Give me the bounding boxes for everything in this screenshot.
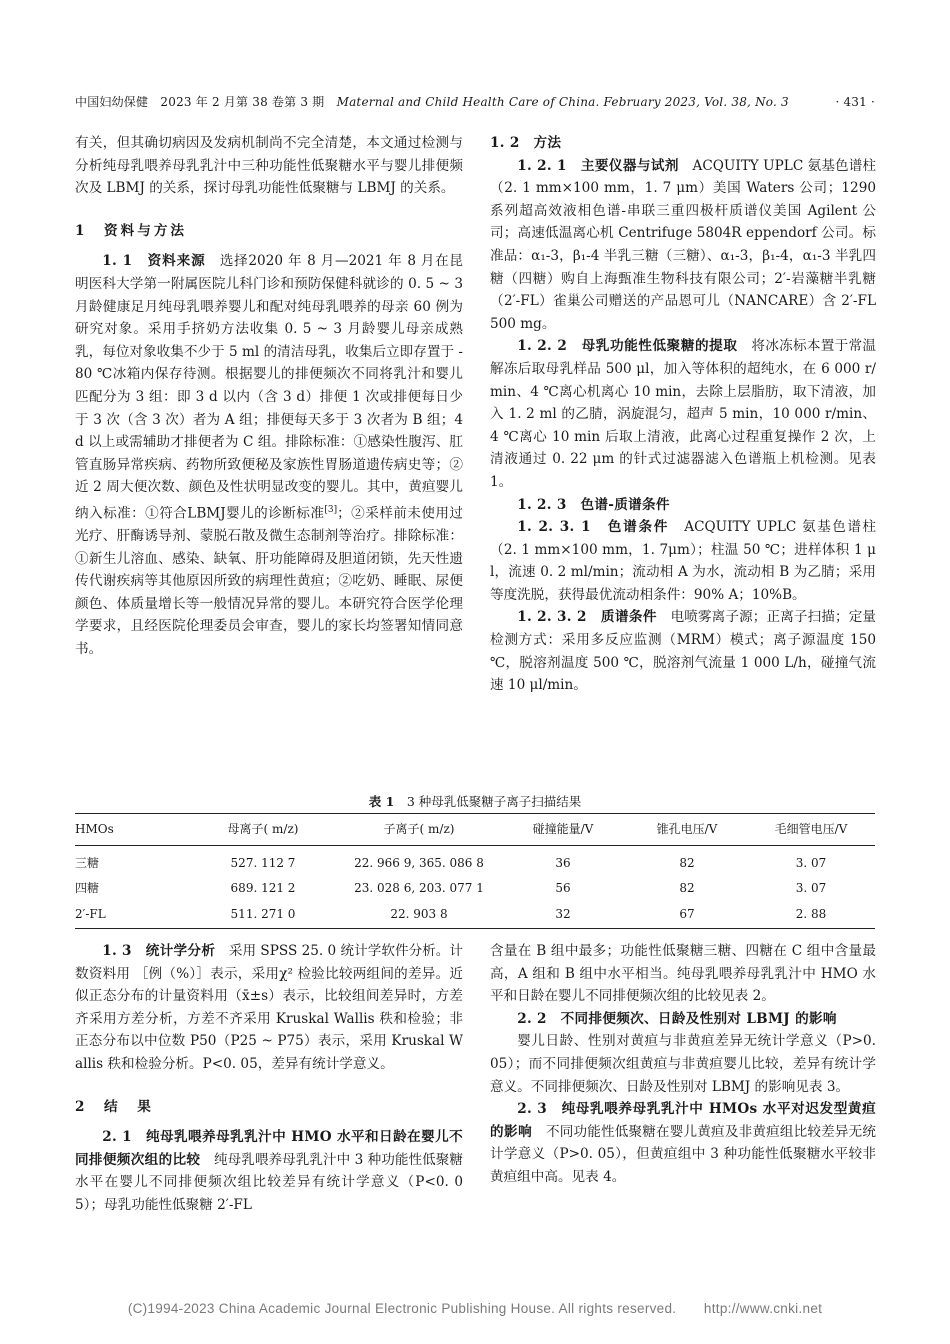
paragraph-extraction: 1. 2. 2 母乳功能性低聚糖的提取 将冰冻标本置于常温解冻后取母乳样品 500 μl，加入等体积的超纯水，在 6 000 r/min、4 ℃离心机离心 10 min，去除上层脂肪，取下清液，加入 1. 2 ml 的乙腈，涡旋混匀，超声 5 min，10 000 r/min、4 ℃离心 10 min 后取上清液，此离心过程重复操作 2 次，上清液通过 0. 22 μm 的针式过滤器滤入色谱瓶上机检测。见表 1。	[490, 338, 876, 490]
table-cell: 3. 07	[795, 855, 827, 870]
table-cell: 67	[627, 900, 747, 929]
table-caption	[75, 793, 875, 811]
results-table	[75, 813, 875, 929]
paragraph-results-2-1: 2. 1 纯母乳喂养母乳乳汁中 HMO 水平和日龄在婴儿不同排便频次组的比较 纯母乳喂养母乳乳汁中 3 种功能性低聚糖水平在婴儿不同排便频次组比较差异有统计学意义（P<0. 05）；母乳功能性低聚糖 2′-FL	[75, 1129, 463, 1213]
section-heading-results: 2 结 果	[75, 1098, 154, 1115]
table-header-cell: 锥孔电压/V	[627, 814, 747, 846]
table-header-cell: HMOs	[75, 814, 187, 846]
table-header-cell: 碰撞能量/V	[499, 814, 627, 846]
copyright-footer: (C)1994-2023 China Academic Journal Electronic Publishing House. All rights reserved. http://www.cnki.net	[127, 1301, 823, 1316]
table-cell: 82	[679, 855, 695, 870]
citation-ref[interactable]: [3]	[324, 504, 338, 515]
table-row	[75, 846, 875, 876]
column-left-bottom	[75, 940, 463, 1217]
table-cell: 2. 88	[747, 900, 875, 929]
heading-methods: 1. 2 方法	[490, 135, 562, 151]
journal-citation-en: Maternal and Child Health Care of China. February 2023, Vol. 38, No. 3	[336, 95, 789, 109]
paragraph-results-2-3: 2. 3 纯母乳喂养母乳乳汁中 HMOs 水平对迟发型黄疸的影响 不同功能性低聚糖在婴儿黄疸及非黄疸组比较差异无统计学意义（P>0. 05），但黄疸组中 3 种功能性低聚糖水平较非黄疸组中高。见表 4。	[490, 1101, 877, 1185]
table-header-cell: 子离子( m/z)	[339, 814, 499, 846]
table-cell: 82	[679, 880, 695, 895]
journal-citation-cn: 中国妇幼保健 2023 年 2 月第 38 卷第 3 期	[75, 95, 325, 109]
table-header-row	[75, 814, 875, 846]
table-label: 表 1	[368, 794, 395, 809]
table-row	[75, 875, 875, 900]
paragraph-results-2-2: 婴儿日龄、性别对黄疸与非黄疸差异无统计学意义（P>0. 05）；而不同排便频次组黄疸与非黄疸婴儿比较，差异有统计学意义。不同排便频次、日龄及性别对 LBMJ 的影响见表 3。	[490, 1033, 876, 1095]
table-header-cell: 毛细管电压/V	[747, 814, 875, 846]
paragraph-chromatography: 1. 2. 3. 1 色谱条件 ACQUITY UPLC 氨基色谱柱（2. 1 mm×100 mm，1. 7μm）；柱温 50 ℃；进样体积 1 μl，流速 0. 2 ml/min；流动相 A 为水，流动相 B 为乙腈；采用等度洗脱，获得最优流动相条件：90% A；10%B。	[490, 519, 876, 603]
table-cell: 56	[555, 880, 571, 895]
paragraph-mass-spec: 1. 2. 3. 2 质谱条件 电喷雾离子源；正离子扫描；定量检测方式：采用多反应监测（MRM）模式；离子源温度 150 ℃，脱溶剂温度 500 ℃，脱溶剂气流量 1 000 L/h，碰撞气流速 10 μl/min。	[490, 609, 877, 694]
heading-lcms-conditions: 1. 2. 3 色谱-质谱条件	[517, 496, 670, 513]
table-cell: 36	[555, 855, 571, 870]
table-title: 3 种母乳低聚糖子离子扫描结果	[406, 794, 582, 809]
table-cell: 527. 112 7	[230, 855, 296, 870]
section-heading-materials-methods: 1 资料与方法	[75, 222, 188, 239]
column-right-bottom	[490, 940, 876, 1189]
paragraph-instruments: 1. 2. 1 主要仪器与试剂 ACQUITY UPLC 氨基色谱柱（2. 1 mm×100 mm，1. 7 μm）美国 Waters 公司；1290 系列超高效液相色谱-串联三重四极杆质谱仪美国 Agilent 公司；高速低温离心机 Centrifuge 5804R eppendorf 公司。标准品：α₁-3，β₁-4 半乳三糖（三糖）、α₁-3，β₁-4，α₁-3 半乳四糖（四糖）购自上海甄准生物科技有限公司；2′-岩藻糖半乳糖（2′-FL）雀巢公司赠送的产品恩可儿（NANCARE）含 2′-FL 500 mg。	[490, 157, 877, 332]
running-header	[75, 93, 875, 113]
table-cell: 3. 07	[795, 880, 827, 895]
paragraph-statistics: 1. 3 统计学分析 采用 SPSS 25. 0 统计学软件分析。计数资料用 ［例（%）］表示，采用χ² 检验比较两组间的差异。近似正态分布的计量资料用（x̄±s）表示，比较组间差异时，方差齐采用方差分析，方差不齐采用 Kruskal Wallis 秩和检验；非正态分布以中位数 P50（P25 ~ P75）表示，采用 Kruskal Wallis 秩和检验分析。P<0. 05，差异有统计学意义。	[75, 943, 463, 1072]
table-cell: 32	[499, 900, 627, 929]
table-cell: 23. 028 6, 203. 077 1	[354, 880, 484, 895]
heading-results-2-2: 2. 2 不同排便频次、日龄及性别对 LBMJ 的影响	[517, 1010, 837, 1027]
column-left-top	[75, 132, 463, 661]
table-cell: 四糖	[75, 881, 100, 895]
table-cell: 2′-FL	[75, 900, 187, 929]
table-cell: 22. 903 8	[339, 900, 499, 929]
table-cell: 22. 966 9, 365. 086 8	[354, 855, 484, 870]
column-right-top	[490, 132, 876, 697]
table-cell: 689. 121 2	[230, 880, 296, 895]
paragraph-data-source: 1. 1 资料来源 选择2020 年 8 月—2021 年 8 月在昆明医科大学第一附属医院儿科门诊和预防保健科就诊的 0. 5 ~ 3 月龄健康足月纯母乳喂养婴儿和配对纯母乳喂养的母亲 60 例为研究对象。采用手挤奶方法收集 0. 5 ~ 3 月龄婴儿母亲成熟乳，每位对象收集不少于 5 ml 的清洁母乳，收集后立即存置于 -80 ℃冰箱内保存待测。根据婴儿的排便频次不同将乳汁和婴儿匹配分为 3 组：即 3 d 以内（含 3 d）排便 1 次或排便每日少于 3 次（含 3 次）者为 A 组；排便每天多于 3 次者为 B 组；4 d 以上或需辅助才排便者为 C 组。排除标准：①感染性腹泻、肛管直肠异常疾病、药物所致便秘及家族性胃肠道遗传病史等；②近 2 周大便次数、颜色及性状明显改变的婴儿。其中，黄疸婴儿纳入标准：①符合LBMJ婴儿的诊断标准[3]；②采样前未使用过光疗、肝酶诱导剂、蒙脱石散及微生态制剂等治疗。排除标准：①新生儿溶血、感染、缺氧、肝功能障碍及胆道闭锁，先天性遗传代谢疾病等其他原因所致的病理性黄疸；②吃奶、睡眠、尿便颜色、体质量增长等一般情况异常的婴儿。本研究符合医学伦理学要求，且经医院伦理委员会审查，婴儿的家长均签署知情同意书。	[75, 253, 464, 657]
paragraph-results-2-1-cont: 含量在 B 组中最多；功能性低聚糖三糖、四糖在 C 组中含量最高，A 组和 B 组中水平相当。纯母乳喂养母乳乳汁中 HMO 水平和日龄在婴儿不同排便频次组的比较见表 2。	[490, 943, 876, 1005]
journal-citation	[75, 93, 789, 111]
table-row	[75, 900, 875, 929]
paragraph-intro-end: 有关，但其确切病因及发病机制尚不完全清楚，本文通过检测与分析纯母乳喂养母乳乳汁中三种功能性低聚糖水平与婴儿排便频次及 LBMJ 的关系，探讨母乳功能性低聚糖与 LBMJ 的关系。	[75, 135, 463, 197]
page-number: · 431 ·	[835, 95, 875, 109]
heading-data-source: 1. 1 资料来源	[102, 253, 206, 270]
table-cell: 三糖	[75, 856, 100, 870]
table-cell: 511. 271 0	[187, 900, 339, 929]
table-header-cell: 母离子( m/z)	[187, 814, 339, 846]
